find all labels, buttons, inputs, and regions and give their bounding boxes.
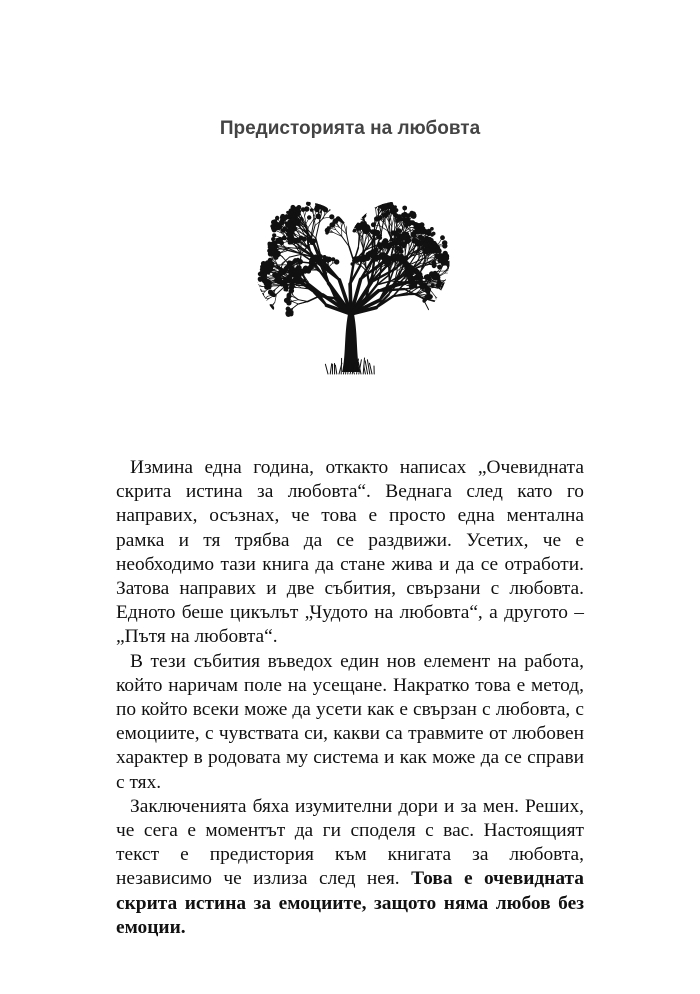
paragraph-1 xyxy=(116,456,584,650)
paragraph-2-text: В тези събития въведох един нов елемент на работа, който наричам поле на усещане. Накратко това е метод, по който всеки може да усети как е свързан с любовта, с емоциите, с чувствата си, какви са травмите от любовен характер в родовата му система и как може да се справи с тях. xyxy=(116,650,584,793)
paragraph-3-bold-text: Това е очевидната скрита истина за емоциите, защото няма любов без емоции. xyxy=(116,868,584,938)
heart-tree-icon xyxy=(248,196,454,388)
page-title: Предисторията на любовта xyxy=(219,118,481,139)
paragraph-1-text: Измина една година, откакто написах „Очевидната скрита истина за любовта“. Веднага след като го направих, осъзнах, че това е просто една ментална рамка и тя трябва да се раздвижи. Усетих, че е необходимо тази книга да стане жива и да се отработи. Затова направих и две събития, свързани с любовта. Едното беше цикълът „Чудото на любовта“, а другото – „Пътя на любовта“. xyxy=(116,457,584,648)
paragraph-3-text: Заключенията бяха изумителни дори и за мен. Реших, че сега е моментът да ги споделя с вас. Настоящият текст е предистория към книгата за любовта, независимо че излиза след нея. xyxy=(116,795,584,890)
paragraph-2 xyxy=(116,650,584,795)
paragraph-3 xyxy=(116,795,584,940)
body-text xyxy=(116,456,584,940)
